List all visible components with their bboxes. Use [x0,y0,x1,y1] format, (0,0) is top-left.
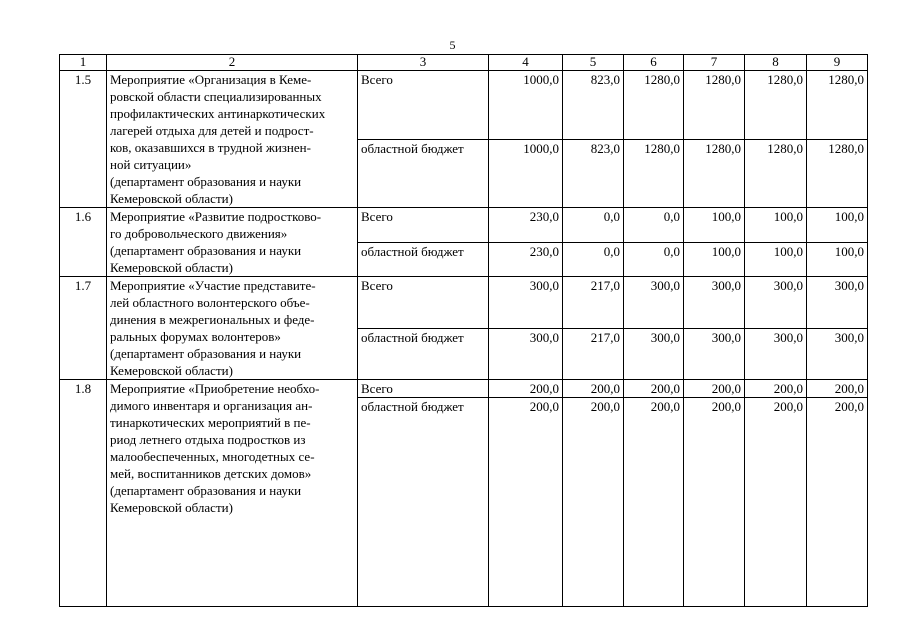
description-line: (департамент образования и науки [110,174,302,189]
funding-source: областной бюджет [358,328,489,380]
value-cell: 300,0 [624,277,684,329]
description-line: малообеспеченных, многодетных се- [110,449,315,464]
description-line: ной ситуации» [110,157,192,172]
value-cell: 217,0 [563,277,624,329]
funding-source: Всего [358,71,489,140]
description-line: лей областного волонтерского объе- [110,295,310,310]
header-cell: 1 [60,55,107,71]
header-cell: 9 [807,55,868,71]
item-description [107,277,358,380]
value-cell: 200,0 [684,398,745,607]
value-cell: 0,0 [624,242,684,277]
value-cell: 300,0 [624,328,684,380]
value-cell: 1280,0 [745,139,807,208]
item-number: 1.5 [60,71,107,208]
value-cell: 230,0 [489,242,563,277]
header-cell: 7 [684,55,745,71]
value-cell: 217,0 [563,328,624,380]
value-cell: 823,0 [563,139,624,208]
description-line: Мероприятие «Участие представите- [110,278,316,293]
description-line: ков, оказавшихся в трудной жизнен- [110,140,311,155]
funding-source: областной бюджет [358,139,489,208]
value-cell: 1280,0 [745,71,807,140]
table-row [60,277,868,329]
value-cell: 100,0 [684,208,745,243]
value-cell: 200,0 [745,398,807,607]
description-line: Кемеровской области) [110,500,233,515]
description-line: димого инвентаря и организация ан- [110,398,313,413]
description-line: динения в межрегиональных и феде- [110,312,315,327]
description-line: Кемеровской области) [110,260,233,275]
value-cell: 300,0 [745,277,807,329]
header-row [60,55,868,71]
item-description [107,71,358,208]
value-cell: 200,0 [624,398,684,607]
description-line: мей, воспитанников детских домов» [110,466,312,481]
item-description [107,380,358,607]
funding-source: Всего [358,277,489,329]
item-number: 1.6 [60,208,107,277]
value-cell: 300,0 [745,328,807,380]
budget-table [59,54,868,607]
value-cell: 1280,0 [684,71,745,140]
value-cell: 1280,0 [624,139,684,208]
value-cell: 200,0 [563,398,624,607]
value-cell: 1000,0 [489,139,563,208]
value-cell: 200,0 [807,380,868,398]
item-number: 1.7 [60,277,107,380]
value-cell: 300,0 [489,277,563,329]
description-line: Мероприятие «Приобретение необхо- [110,381,320,396]
funding-source: областной бюджет [358,242,489,277]
funding-source: Всего [358,380,489,398]
value-cell: 100,0 [684,242,745,277]
value-cell: 1280,0 [624,71,684,140]
value-cell: 0,0 [563,208,624,243]
header-cell: 5 [563,55,624,71]
value-cell: 100,0 [807,208,868,243]
description-line: Кемеровской области) [110,363,233,378]
value-cell: 200,0 [489,398,563,607]
value-cell: 1000,0 [489,71,563,140]
value-cell: 100,0 [745,208,807,243]
value-cell: 0,0 [563,242,624,277]
header-cell: 6 [624,55,684,71]
description-line: Кемеровской области) [110,191,233,206]
table-row [60,380,868,398]
funding-source: областной бюджет [358,398,489,607]
description-line: го добровольческого движения» [110,226,288,241]
header-cell: 4 [489,55,563,71]
description-line: ровской области специализированных [110,89,322,104]
value-cell: 200,0 [489,380,563,398]
value-cell: 1280,0 [684,139,745,208]
description-line: (департамент образования и науки [110,243,302,258]
header-cell: 8 [745,55,807,71]
table-row [60,71,868,140]
value-cell: 1280,0 [807,139,868,208]
header-cell: 3 [358,55,489,71]
description-line: Мероприятие «Развитие подростково- [110,209,322,224]
item-description [107,208,358,277]
description-line: (департамент образования и науки [110,346,302,361]
value-cell: 200,0 [684,380,745,398]
item-number: 1.8 [60,380,107,607]
value-cell: 200,0 [563,380,624,398]
description-line: Мероприятие «Организация в Кеме- [110,72,312,87]
value-cell: 1280,0 [807,71,868,140]
value-cell: 230,0 [489,208,563,243]
funding-source: Всего [358,208,489,243]
value-cell: 300,0 [489,328,563,380]
value-cell: 300,0 [807,328,868,380]
value-cell: 823,0 [563,71,624,140]
value-cell: 300,0 [807,277,868,329]
description-line: (департамент образования и науки [110,483,302,498]
value-cell: 200,0 [807,398,868,607]
value-cell: 300,0 [684,328,745,380]
description-line: ральных форумах волонтеров» [110,329,281,344]
description-line: риод летнего отдыха подростков из [110,432,306,447]
value-cell: 100,0 [745,242,807,277]
value-cell: 100,0 [807,242,868,277]
value-cell: 200,0 [624,380,684,398]
description-line: профилактических антинаркотических [110,106,326,121]
value-cell: 200,0 [745,380,807,398]
value-cell: 0,0 [624,208,684,243]
header-cell: 2 [107,55,358,71]
page-number: 5 [449,38,456,52]
table-row [60,208,868,243]
value-cell: 300,0 [684,277,745,329]
description-line: тинаркотических мероприятий в пе- [110,415,311,430]
description-line: лагерей отдыха для детей и подрост- [110,123,314,138]
